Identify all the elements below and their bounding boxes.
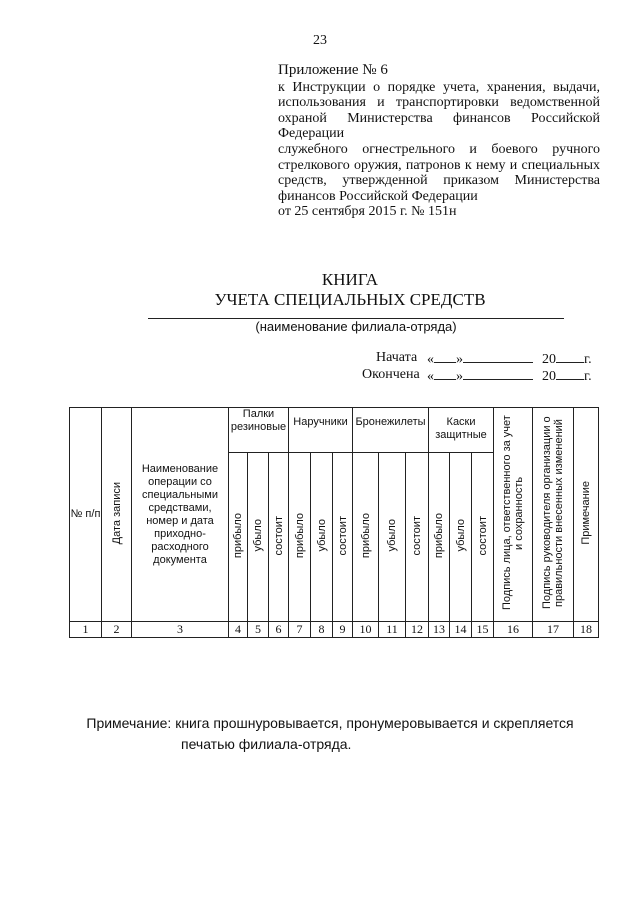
appendix-line: средств, утвержденной приказом Министерства [278,173,600,189]
year-field[interactable] [556,350,584,363]
footnote-line1: Примечание: книга прошнуровывается, пронумеровывается и скрепляется [86,715,574,731]
month-field[interactable] [463,367,533,380]
column-number: 10 [353,622,379,638]
footnote [0,713,640,755]
quote-close: » [456,352,463,367]
appendix-title: Приложение № 6 [278,62,388,78]
column-number: 9 [333,622,353,638]
appendix-line: использования и транспортировки ведомственной [278,95,600,111]
header-group-vests: Бронежилеты [353,408,429,453]
book-title-line2: УЧЕТА СПЕЦИАЛЬНЫХ СРЕДСТВ [214,290,486,309]
column-number: 5 [248,622,269,638]
ended-label: Окончена [362,367,420,382]
ended-year [542,367,592,385]
appendix-line: охраной Министерства финансов Российской Федерации [278,110,600,142]
appendix-line: к Инструкции о порядке учета, хранения, выдачи, [278,79,600,95]
header-group-handcuffs: Наручники [289,408,353,453]
column-number: 2 [102,622,132,638]
sub-left: убыло [379,453,406,622]
column-number: 4 [229,622,248,638]
started-row [376,350,417,366]
footnote-line2: печатью филиала-отряда. [181,736,352,752]
sub-balance: состоит [406,453,429,622]
quote-close: » [456,369,463,384]
book-title [0,270,640,310]
ended-row [362,367,420,383]
header-date: Дата записи [102,408,132,622]
started-label: Начата [376,350,418,365]
sub-left: убыло [450,453,472,622]
sub-left: убыло [311,453,333,622]
header-head: Подпись руководителя организации о правильности внесенных изменений [533,408,574,622]
column-number: 14 [450,622,472,638]
header-number: № п/п [70,408,102,622]
column-number: 1 [70,622,102,638]
year-suffix: г. [584,369,592,384]
book-title-line1: КНИГА [321,270,379,289]
appendix-line: от 25 сентября 2015 г. № 151н [278,204,457,220]
header-note: Примечание [574,408,599,622]
page-number: 23 [313,33,327,48]
started-fields [427,350,533,368]
column-number: 12 [406,622,429,638]
quote-open: « [427,369,434,384]
year-field[interactable] [556,367,584,380]
month-field[interactable] [463,350,533,363]
header-group-helmets: Каски защитные [429,408,494,453]
ledger-table [69,407,599,638]
sub-arrived: прибыло [229,453,248,622]
column-numbers-row [70,622,599,638]
day-field[interactable] [434,367,456,380]
column-number: 3 [132,622,229,638]
sub-left: убыло [248,453,269,622]
sub-arrived: прибыло [429,453,450,622]
ended-fields [427,367,533,385]
quote-open: « [427,352,434,367]
column-number: 15 [472,622,494,638]
column-number: 6 [269,622,289,638]
appendix-line: служебного огнестрельного и боевого ручного [278,141,600,157]
sub-arrived: прибыло [289,453,311,622]
year-prefix: 20 [542,369,556,384]
branch-caption: (наименование филиала-отряда) [255,319,457,334]
day-field[interactable] [434,350,456,363]
appendix-line: стрелкового оружия, патронов к нему и специальных [278,157,600,173]
column-number: 7 [289,622,311,638]
column-number: 13 [429,622,450,638]
sub-balance: состоит [333,453,353,622]
column-number: 8 [311,622,333,638]
column-number: 17 [533,622,574,638]
sub-balance: состоит [269,453,289,622]
year-prefix: 20 [542,352,556,367]
header-operation: Наименование операции со специальными средствами, номер и дата приходно-расходного документа [132,408,229,622]
sub-arrived: прибыло [353,453,379,622]
appendix-header [278,63,600,220]
column-number: 11 [379,622,406,638]
header-responsible: Подпись лица, ответственного за учет и сохранность [494,408,533,622]
column-number: 16 [494,622,533,638]
header-group-batons: Палки резиновые [229,408,289,453]
started-year [542,350,592,368]
sub-balance: состоит [472,453,494,622]
appendix-line: финансов Российской Федерации [278,188,478,204]
column-number: 18 [574,622,599,638]
year-suffix: г. [584,352,592,367]
